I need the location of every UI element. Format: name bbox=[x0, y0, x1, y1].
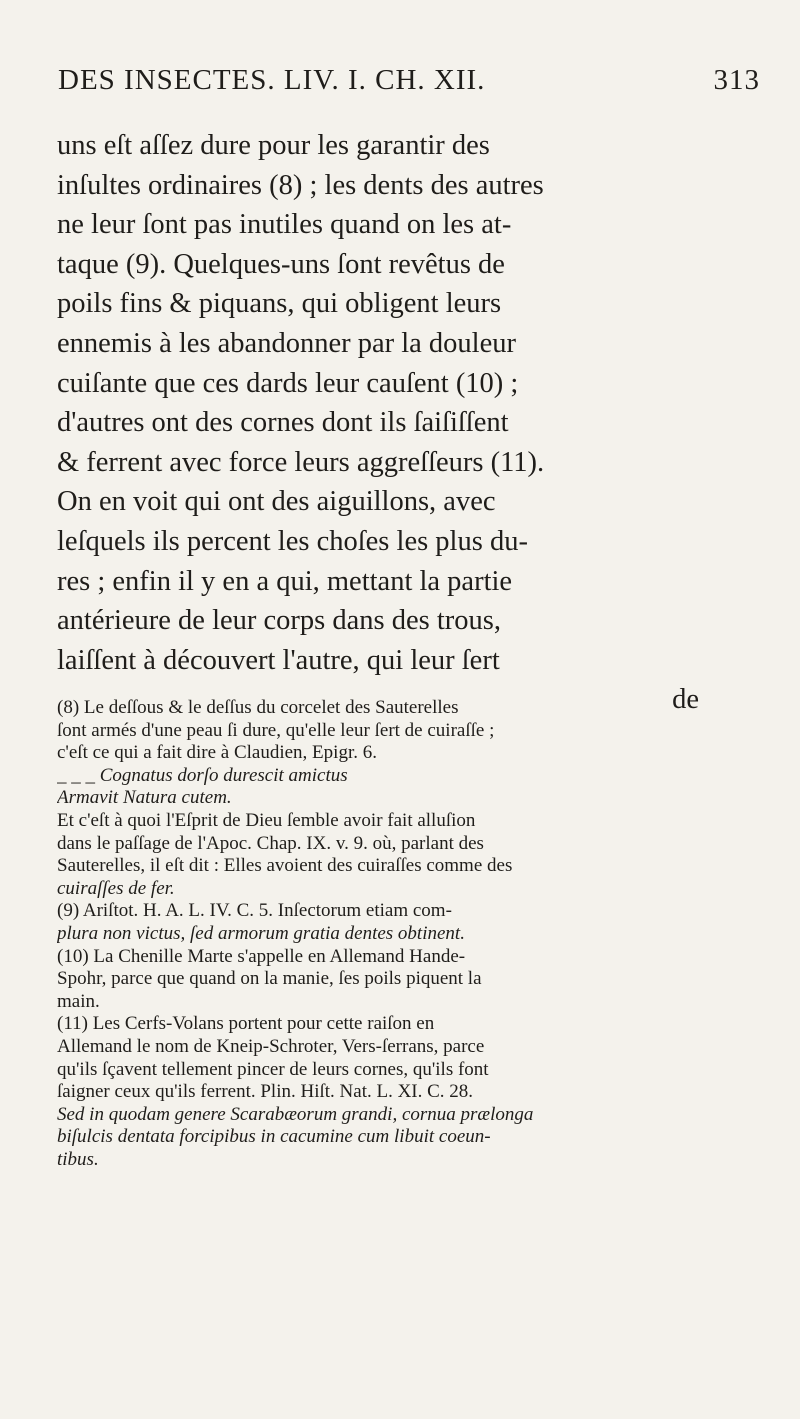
footnotes-block bbox=[57, 697, 747, 1171]
footnote-line: (9) Ariſtot. H. A. L. IV. C. 5. Inſectorum etiam com- bbox=[57, 900, 452, 922]
footnote-line: c'eſt ce qui a fait dire à Claudien, Epigr. 6. bbox=[57, 742, 377, 764]
footnote-line: Et c'eſt à quoi l'Eſprit de Dieu ſemble avoir fait alluſion bbox=[57, 809, 476, 831]
footnote-line: (10) La Chenille Marte s'appelle en Allemand Hande- bbox=[57, 945, 466, 967]
page-number: 313 bbox=[713, 64, 760, 96]
footnote-line: Spohr, parce que quand on la manie, ſes poils piquent la bbox=[57, 968, 482, 990]
main-text-line: ne leur ſont pas inutiles quand on les at- bbox=[57, 209, 512, 241]
footnote-line: qu'ils ſçavent tellement pincer de leurs cornes, qu'ils font bbox=[57, 1058, 489, 1080]
main-text-line: & ferrent avec force leurs aggreſſeurs (11). bbox=[57, 446, 545, 478]
footnote-line: main. bbox=[57, 990, 100, 1012]
main-text-line: res ; enfin il y en a qui, mettant la partie bbox=[57, 565, 513, 597]
footnote-line: plura non victus, ſed armorum gratia dentes obtinent. bbox=[57, 922, 465, 944]
footnote-line: biſulcis dentata forcipibus in cacumine cum libuit coeun- bbox=[57, 1126, 491, 1148]
footnote-line: Armavit Natura cutem. bbox=[57, 787, 232, 809]
main-text-line: d'autres ont des cornes dont ils ſaiſiſſent bbox=[57, 407, 509, 439]
footnote-line: (8) Le deſſous & le deſſus du corcelet des Sauterelles bbox=[57, 697, 459, 718]
footnote-line: Sauterelles, il eſt dit : Elles avoient des cuiraſſes comme des bbox=[57, 855, 513, 877]
main-text-line: On en voit qui ont des aiguillons, avec bbox=[57, 486, 496, 518]
main-text-line: laiſſent à découvert l'autre, qui leur ſert bbox=[57, 644, 500, 676]
main-text-block bbox=[57, 126, 717, 720]
running-title: DES INSECTES. LIV. I. CH. XII. bbox=[58, 64, 486, 96]
main-text-line: poils fins & piquans, qui obligent leurs bbox=[57, 288, 502, 320]
main-text-line: uns eſt aſſez dure pour les garantir des bbox=[57, 130, 490, 161]
footnote-line: cuiraſſes de fer. bbox=[57, 877, 175, 899]
main-text-line: leſquels ils percent les choſes les plus du- bbox=[57, 525, 528, 557]
footnote-line: (11) Les Cerfs-Volans portent pour cette raiſon en bbox=[57, 1013, 435, 1035]
footnote-line: ſont armés d'une peau ſi dure, qu'elle leur ſert de cuiraſſe ; bbox=[57, 719, 495, 741]
footnote-line: Sed in quodam genere Scarabæorum grandi, cornua prælonga bbox=[57, 1103, 534, 1125]
footnote-line: Allemand le nom de Kneip-Schroter, Vers-ſerrans, parce bbox=[57, 1035, 485, 1057]
footnote-line: ſaigner ceux qu'ils ferrent. Plin. Hiſt. Nat. L. XI. C. 28. bbox=[57, 1081, 474, 1103]
catchword: de bbox=[672, 684, 699, 716]
main-text-line: ennemis à les abandonner par la douleur bbox=[57, 327, 516, 359]
footnote-line: tibus. bbox=[57, 1148, 99, 1170]
main-text-line: inſultes ordinaires (8) ; les dents des autres bbox=[57, 169, 544, 201]
footnote-line: dans le paſſage de l'Apoc. Chap. IX. v. 9. où, parlant des bbox=[57, 832, 484, 854]
running-header bbox=[40, 58, 760, 98]
main-text-line: cuiſante que ces dards leur cauſent (10) ; bbox=[57, 367, 519, 399]
main-text-line: antérieure de leur corps dans des trous, bbox=[57, 605, 501, 637]
main-text-line: taque (9). Quelques-uns ſont revêtus de bbox=[57, 248, 505, 280]
footnote-line: _ _ _ Cognatus dorſo durescit amictus bbox=[57, 764, 348, 786]
